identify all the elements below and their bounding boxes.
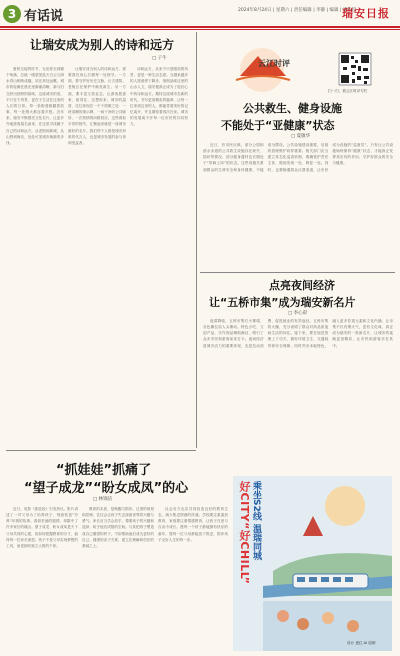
article1-col1: [6, 66, 64, 442]
poster-caption: 设计 惠红 AI 绘制: [347, 641, 376, 645]
section-divider: [200, 272, 395, 273]
article2-byline: □ 夏敏华: [291, 134, 311, 139]
qr-code: [338, 52, 372, 86]
article4-title-line2: “望子成龙”“盼女成凤”的心: [24, 481, 189, 496]
article4-col1-text: 近日，电影《抓娃娃》引发热议。影片讲述了一对父母为了培养孩子，刻意营造“穷养”环境的故事。看似荒诞的剧情，却戳中了许多家长的痛点。望子成龙、盼女成凤是天下父母共同的心愿，但如何把握教育的分寸，值得每一位家长深思。孩子不是父母实现梦想的工具，而是拥有独立人格的个体。: [6, 507, 78, 548]
article1-col3-text: 诗和远方，从来不只是眼前的风景，更是一种生活态度。当越来越多的人愿意停下脚步，细细品味这里的山水人文，瑞安便真正成为了他们心中的诗和远方。期待这座城市在新的时代，书写更加精彩的篇章，让每一位来到这里的人，都能带着美好的记忆离开，并且期待着再次归来。城市的发展离不开每一位市民的共同努力。: [130, 67, 188, 127]
article4-col2-text: 教育的本质，是唤醒与陪伴。过度的规划和控制，往往会让孩子失去探索世界的兴趣与勇气。家长应当学会放手，尊重孩子的兴趣和选择，给予他们试错的空间。与其把孩子塑造成自己期望的样子，不如帮助他们成为更好的自己。健康的亲子关系，建立在理解和信任的基础之上。: [82, 507, 154, 548]
article4-col3-text: 社会各方也应共同营造良好的教育生态，减少焦虑情绪的传递。学校要注重素质教育，家庭要注重情感教育，让孩子在爱与自由中成长。愿每一个孩子都能拥有快乐的童年，愿每一位父母都能放下焦虑，陪伴孩子走好人生的每一步。: [158, 507, 228, 542]
article3-byline: □ 李心彩: [288, 311, 308, 316]
article4-col3: [158, 506, 228, 652]
header-rule-thin: [0, 29, 400, 30]
article1-col2: [68, 66, 126, 442]
article3-body: [203, 318, 393, 470]
qr-code-icon: [338, 52, 372, 86]
article4-col2: [82, 506, 154, 652]
article1-col2-text: 让瑞安成为别人的诗和远方，需要我们用心打磨每一处细节。一方面，要守护好历史文脉，让古建筑、老街区在保护中焕发新生；另一方面，要丰富文旅业态，让游客愿意来、留得住、还想再来。城市的温度，往往体现在一个个细微之处：一块清晰的指示牌，一间干净的公共厕所，一次热情的问路回应。这些看似平常的细节，汇聚起来就是一座城市最好的名片。我们每个人都是城市形象的代言人，也是城市发展的参与者和受益者。: [68, 67, 126, 145]
article1-col3: [130, 66, 188, 442]
article4-divider: [6, 450, 196, 451]
section-number-badge: 3: [3, 5, 21, 23]
article3-title-line1: 点亮夜间经济: [269, 279, 335, 292]
page-header: [0, 0, 400, 30]
article3-body-text: 夜幕降临，五桥市集灯火璀璨，各色摊位前人头攒动。特色小吃、文创产品、手作饰品琳琅满目，吸引了众多市民和游客前来打卡。夜间经济是城市活力的重要体现，也是拉动消费、促进就业的有效途径。五桥市集的火爆，充分说明了群众对高品质夜间生活的向往。接下来，要在规范管理上下功夫，做好环境卫生、交通疏导和安全保障，同时突出本地特色，融入更多非遗元素和文化内涵，让市集不仅有烟火气，更有文化味，真正成为瑞安的一张新名片，让城市的夜晚更加精彩，让市民和游客乐在其中。: [203, 319, 393, 348]
poster-subslogan: 乘坐S2线 温瑞同城: [251, 481, 261, 560]
article4-col1: [6, 506, 78, 652]
article2-title-line2: 不能处于“亚健康”状态: [221, 119, 335, 132]
article2-title-line1: 公共救生、健身设施: [243, 102, 342, 115]
header-rule: [0, 26, 400, 28]
section-title: 有话说: [24, 9, 64, 24]
column-divider: [196, 32, 197, 448]
article2-body-text: 近日，有市民反映，部分公园和滨水步道的公共救生设施存在缺失、损坏等情况，部分健身器材也长期处于“带病上岗”的状态。这些设施关系到群众的生命安全和身体健康，不能成为摆设。公共设施建设重要，后续的管理维护同样重要。相关部门应当建立常态化巡查机制，明确管护责任主体，做到发现一处、修复一处。同时，也要畅通群众反馈渠道，让市民成为设施的“监督员”。只有让公共设施始终保持“健康”状态，才能真正发挥其应有的作用，守护好群众的安全与健康。: [203, 143, 393, 172]
article4-byline: □ 林锦洁: [93, 497, 113, 502]
article4-title-line1: “抓娃娃”抓痛了: [56, 463, 152, 478]
article2-body: [203, 142, 393, 269]
column-logo-name: 云江时评: [258, 59, 290, 68]
s2-line-poster: [233, 476, 392, 651]
poster-slogan: 好CITY“好CHILL”: [238, 481, 251, 585]
article1-title: 让瑞安成为别人的诗和远方: [30, 38, 175, 52]
article1-byline: □ 子牛: [152, 56, 167, 61]
article3-title-line2: 让“五桥市集”成为瑞安新名片: [209, 296, 356, 309]
qr-caption: 扫一扫，看云江时评专栏: [328, 89, 368, 93]
article1-col1-text: 夏秋交接的时节，无论你走到哪个角落，总能一眼望见蓝天白云与绿水青山相映成趣。站在高处远眺，城市的轮廓在晨光里渐渐清晰，新与旧交织出独特的韵味。这座城市的美，不只在于风景，更在于生活在这里的人们的日常。每一条街巷都藏着故事，每一处烟火都连着乡愁。近年来，瑞安不断擦亮文化名片，让更多外地游客慕名而来，在这里寻找属于自己的诗和远方。从老街到新城，从山野到海岛，处处可见城市焕新的步伐。: [6, 67, 64, 145]
newspaper-logo: 瑞安日报: [342, 7, 390, 20]
date-line: 2024年8月24日 | 星期六 | 责任编辑 | 李静 | 编辑 | 潘钦钦: [238, 8, 357, 13]
